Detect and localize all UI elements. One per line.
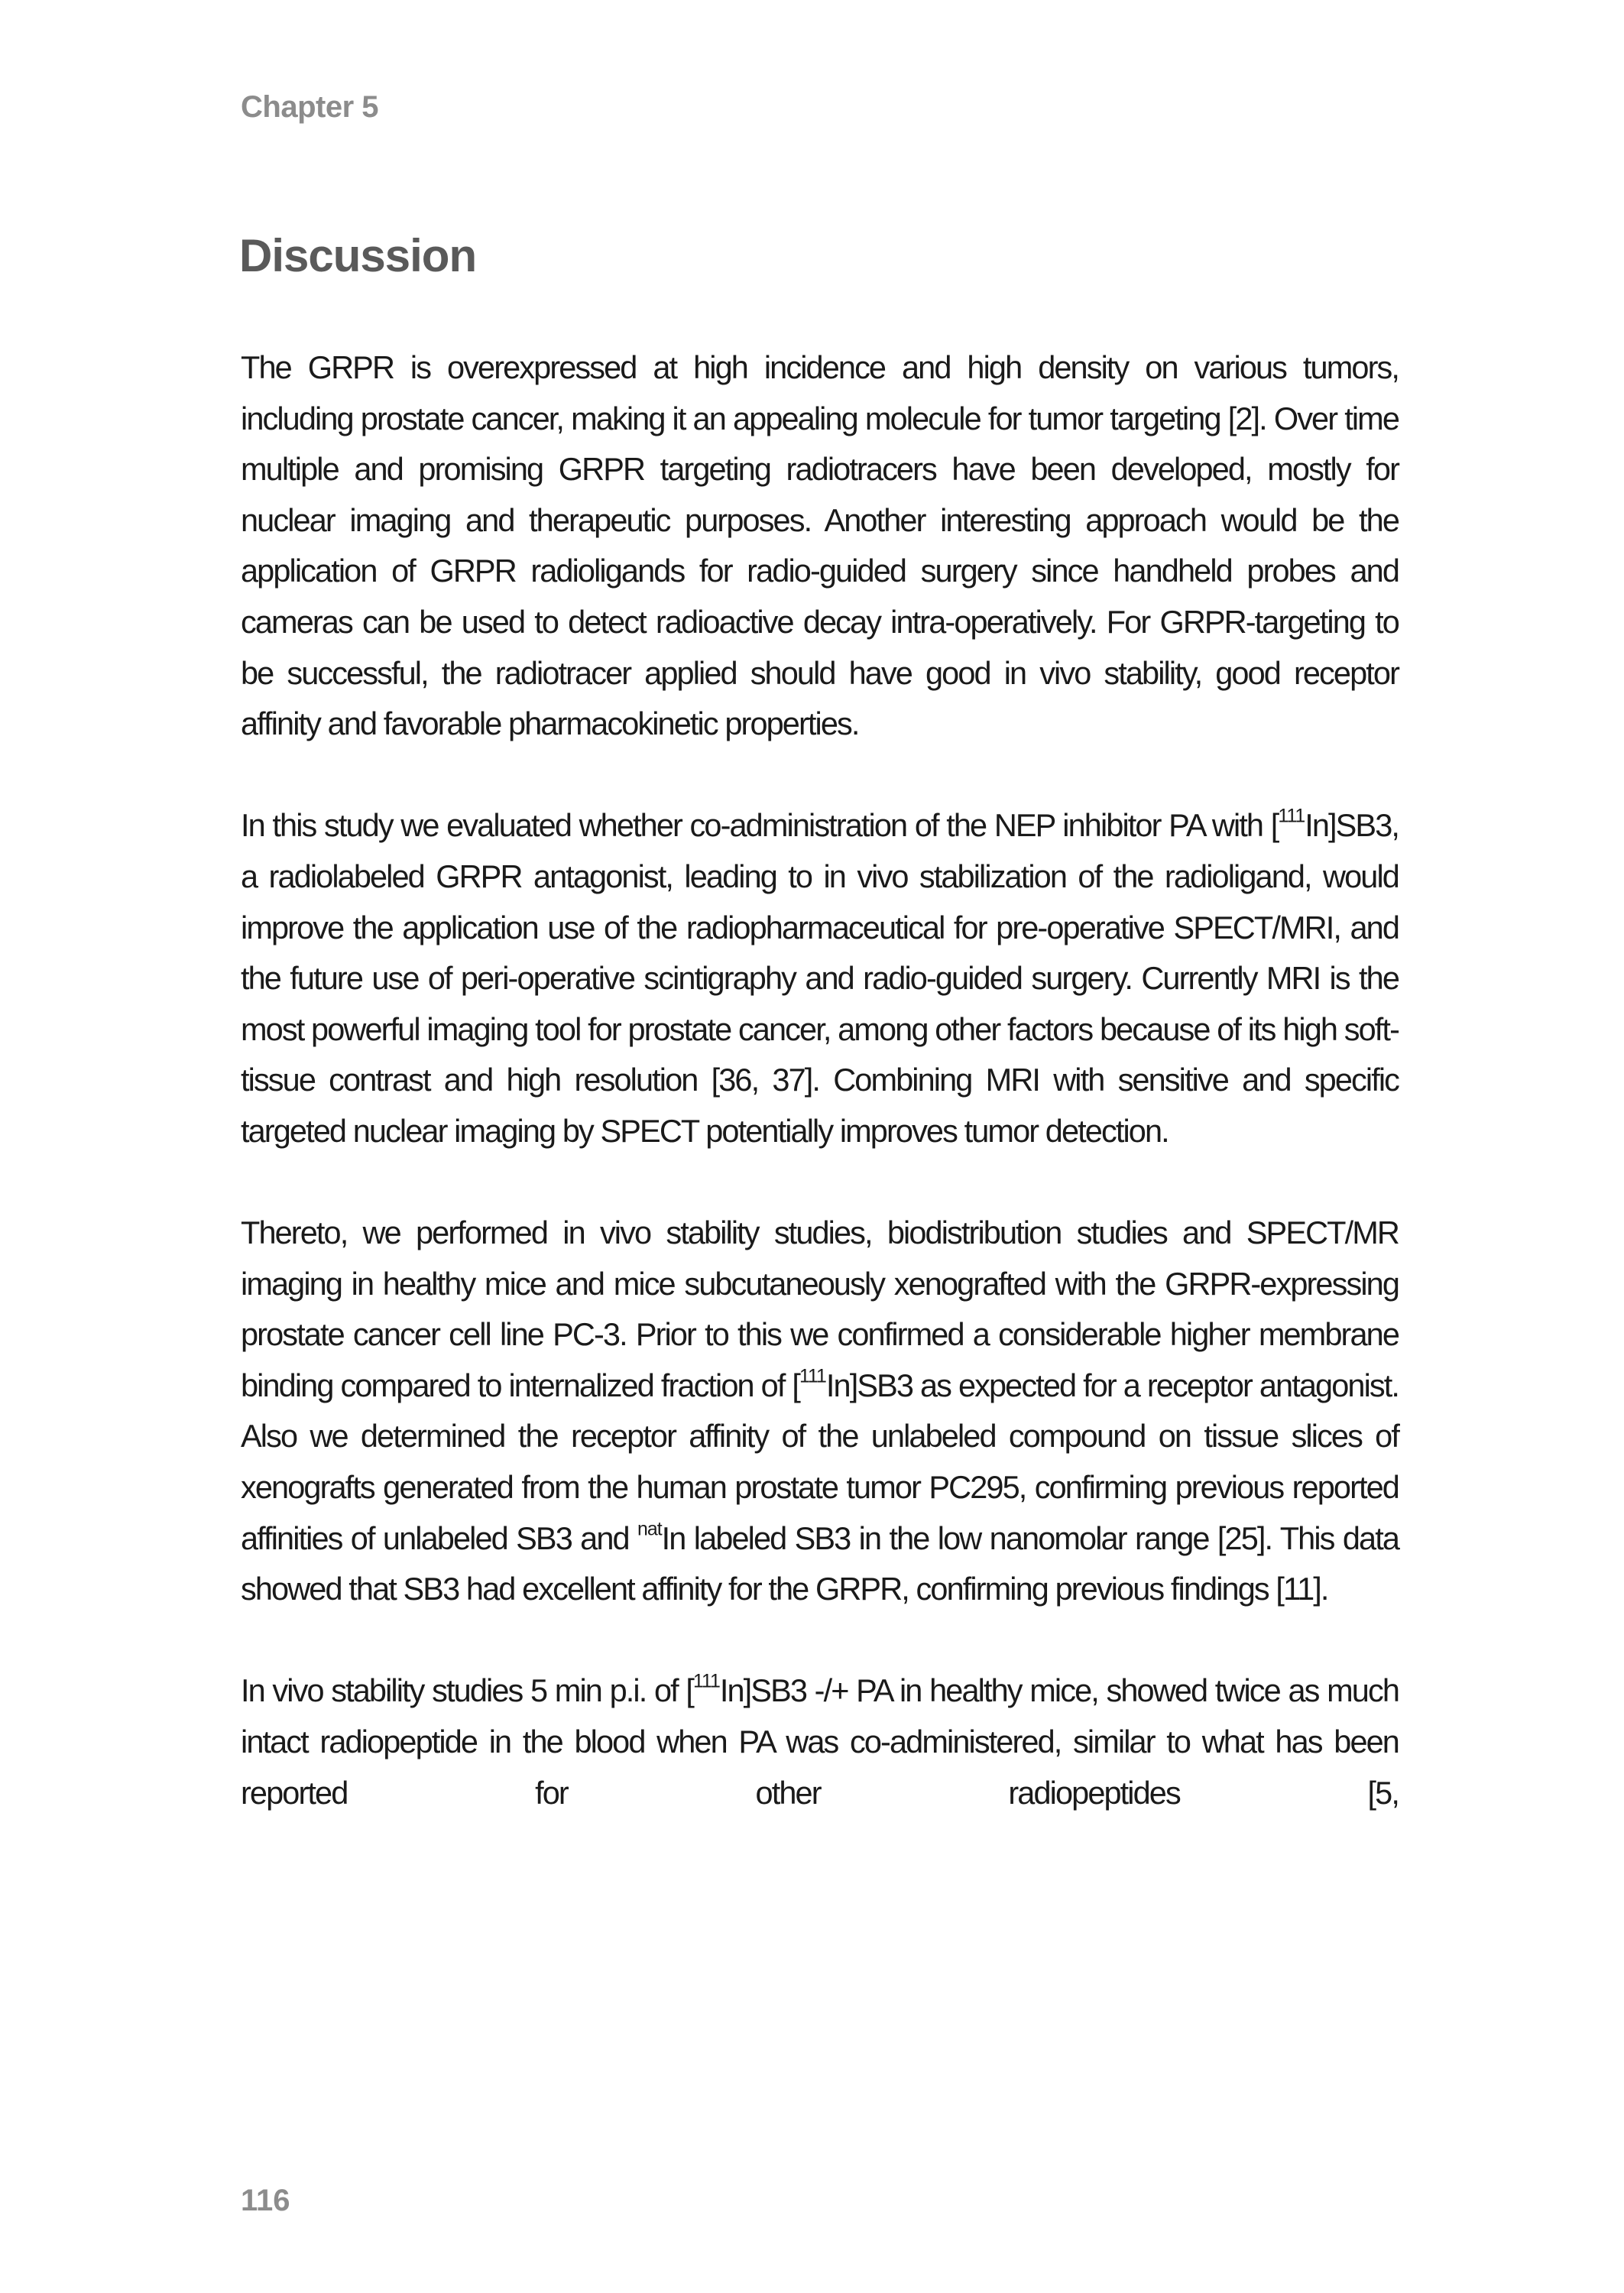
paragraph-text: In]SB3 -/+ PA in healthy mice, showed twice as much intact radiopeptide in the blood when PA was co-administered, similar to what has been reported for other radiopeptides [5, xyxy=(241,1672,1399,1811)
paragraph-text: In labeled SB3 in the low nanomolar range [25]. This data showed that SB3 had excellent affinity for the GRPR, confirming previous findings [11]. xyxy=(241,1519,1399,1607)
paragraph-text: The GRPR is overexpressed at high incidence and high density on various tumors, including prostate cancer, making it an appealing molecule for tumor targeting [2]. Over time multiple and promising GRPR targeting radiotracers have been developed, mostly for nuclear imaging and therapeutic purposes. Another interesting approach would be the application of GRPR radioligands for radio-guided surgery since handheld probes and cameras can be used to detect radioactive decay intra-operatively. For GRPR-targeting to be successful, the radiotracer applied should have good in vivo stability, good receptor affinity and favorable pharmacokinetic properties. xyxy=(241,349,1399,742)
isotope-superscript: 111 xyxy=(1278,805,1305,827)
paragraph-4 xyxy=(241,1665,1399,1818)
paragraph-text: In]SB3 as expected for a receptor antagonist. Also we determined the receptor affinity of the unlabeled compound on tissue slices of xenografts generated from the human prostate tumor PC295, confirming previous reported affinities of unlabeled SB3 and xyxy=(241,1367,1399,1556)
paragraph-text: In this study we evaluated whether co-administration of the NEP inhibitor PA with [ xyxy=(241,807,1279,844)
page-number: 116 xyxy=(241,2184,290,2217)
isotope-superscript: 111 xyxy=(799,1365,826,1387)
paragraph-3 xyxy=(241,1208,1399,1615)
paragraph-text: Thereto, we performed in vivo stability studies, biodistribution studies and SPECT/MR imaging in healthy mice and mice subcutaneously xenografted with the GRPR-expressing prostate cancer cell line PC-3. Prior to this we confirmed a considerable higher membrane binding compared to internalized fraction of [ xyxy=(241,1215,1399,1403)
paragraph-text: In vivo stability studies 5 min p.i. of [ xyxy=(241,1672,694,1709)
isotope-superscript: 111 xyxy=(693,1670,720,1692)
body-text xyxy=(241,342,1399,1818)
paragraph-2 xyxy=(241,800,1399,1156)
section-title: Discussion xyxy=(239,230,477,281)
paragraph-1 xyxy=(241,342,1399,750)
paragraph-text: In]SB3, a radiolabeled GRPR antagonist, leading to in vivo stabilization of the radioligand, would improve the application use of the radiopharmaceutical for pre-operative SPECT/MRI, and the future use of peri-operative scintigraphy and radio-guided surgery. Currently MRI is the most powerful imaging tool for prostate cancer, among other factors because of its high soft-tissue contrast and high resolution [36, 37]. Combining MRI with sensitive and specific targeted nuclear imaging by SPECT potentially improves tumor detection. xyxy=(241,807,1399,1149)
natural-isotope-superscript: nat xyxy=(637,1517,662,1539)
running-header-chapter: Chapter 5 xyxy=(241,90,378,124)
